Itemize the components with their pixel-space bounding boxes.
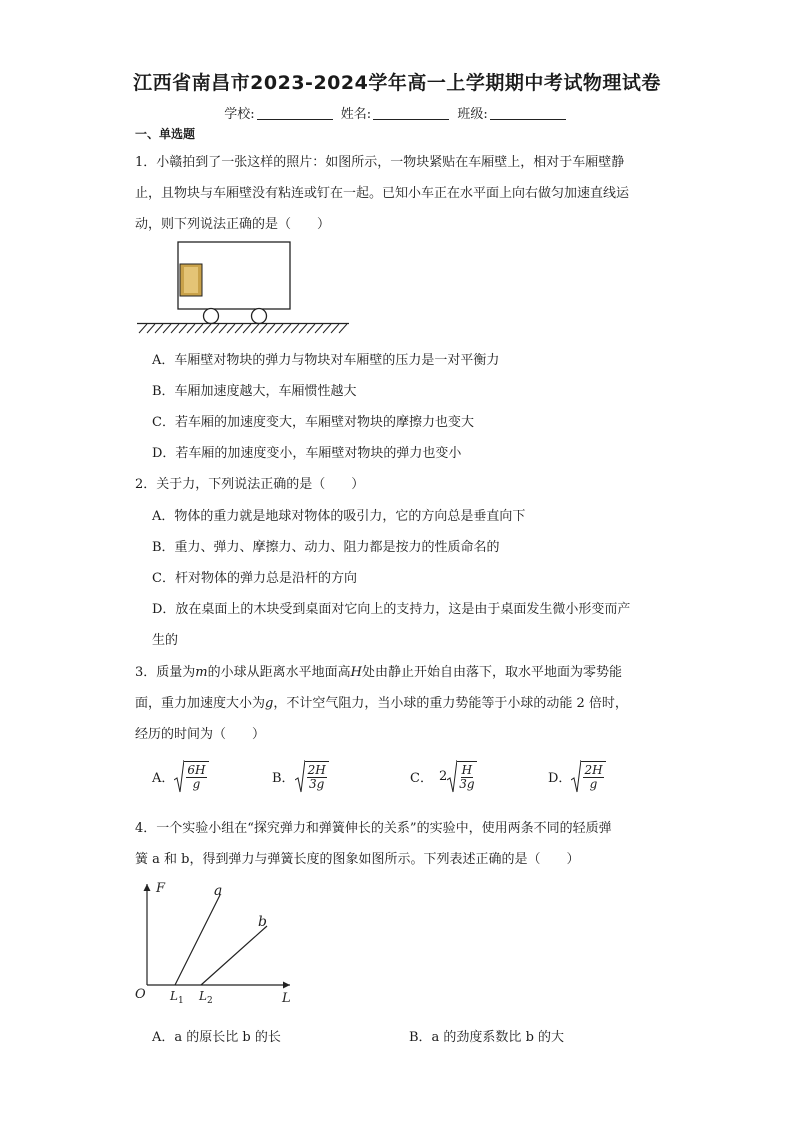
q2-option-a[interactable]: A．物体的重力就是地球对物体的吸引力，它的方向总是垂直向下	[152, 509, 526, 524]
student-info-row	[0, 103, 794, 122]
q1-stem-line1: 1．小赣拍到了一张这样的照片：如图所示，一物块紧贴在车厢壁上，相对于车厢壁静	[135, 155, 625, 170]
q3-option-a[interactable]	[152, 759, 209, 793]
class-label: 班级:	[457, 107, 488, 122]
q1-stem-line3: 动，则下列说法正确的是（ ）	[135, 217, 331, 232]
option-label: B．	[272, 770, 295, 786]
frac-numerator: H	[461, 763, 473, 777]
name-label: 姓名:	[340, 107, 372, 122]
cart-wheel-right	[252, 309, 267, 324]
q4-option-b[interactable]: B．a 的劲度系数比 b 的大	[409, 1030, 565, 1045]
q4-stem-line1: 4．一个实验小组在“探究弹力和弹簧伸长的关系”的实验中，使用两条不同的轻质弹	[135, 821, 612, 836]
section-heading: 一、单选题	[135, 127, 196, 141]
line-a	[175, 895, 220, 985]
q3-var-g: g	[265, 696, 274, 711]
name-blank[interactable]	[373, 107, 449, 120]
x-axis-label: L	[282, 991, 291, 1006]
tick-l1: $L_1$	[170, 989, 184, 1006]
frac-denominator: g	[589, 777, 598, 791]
q3-text: ，不计空气阻力，当小球的重力势能等于小球的动能 2 倍时，	[273, 696, 628, 711]
exam-title: 江西省南昌市2023-2024学年高一上学期期中考试物理试卷	[133, 72, 661, 94]
y-axis-label: F	[156, 881, 166, 896]
q4-spring-graph	[130, 878, 305, 1006]
q3-text: 面，重力加速度大小为	[135, 696, 266, 711]
option-coef: 2	[438, 768, 448, 784]
q3-stem-line1	[135, 661, 622, 680]
frac-denominator: 3g	[459, 777, 475, 791]
option-label: C．	[410, 770, 433, 786]
q2-option-b[interactable]: B．重力、弹力、摩擦力、动力、阻力都是按力的性质命名的	[152, 540, 500, 555]
q2-option-d-continued: 生的	[152, 633, 179, 648]
option-label: D．	[548, 770, 572, 786]
sqrt-expression	[447, 759, 476, 793]
frac-denominator: 3g	[308, 777, 325, 791]
q1-cart-figure	[135, 238, 355, 336]
q2-stem: 2．关于力，下列说法正确的是（ ）	[135, 477, 365, 492]
frac-numerator: 2H	[307, 763, 326, 777]
q3-var-h: H	[350, 665, 362, 680]
cart-wheel-left	[204, 309, 219, 324]
frac-numerator: 6H	[187, 763, 206, 777]
school-blank[interactable]	[257, 107, 333, 120]
q3-option-d[interactable]	[548, 759, 606, 793]
q4-stem-line2: 簧 a 和 b，得到弹力与弹簧长度的图象如图所示。下列表述正确的是（ ）	[135, 852, 580, 867]
line-b-label: b	[258, 914, 267, 930]
q3-var-m: m	[195, 665, 208, 680]
q3-text: 的小球从距离水平地面高	[207, 665, 351, 680]
sqrt-expression	[174, 759, 208, 793]
sqrt-expression	[295, 759, 329, 793]
frac-denominator: g	[192, 777, 201, 791]
sqrt-expression	[571, 759, 605, 793]
line-b	[201, 926, 267, 985]
frac-numerator: 2H	[584, 763, 603, 777]
school-label: 学校:	[224, 107, 255, 122]
q2-option-d[interactable]: D．放在桌面上的木块受到桌面对它向上的支持力，这是由于桌面发生微小形变而产	[152, 602, 631, 617]
q3-stem-line2	[135, 692, 628, 711]
q4-option-a[interactable]: A．a 的原长比 b 的长	[152, 1030, 281, 1045]
ground-hatching	[139, 324, 347, 333]
tick-l2: $L_2$	[199, 989, 213, 1006]
q3-text: 处由静止开始自由落下，取水平地面为零势能	[361, 665, 622, 680]
q1-option-c[interactable]: C．若车厢的加速度变大，车厢壁对物块的摩擦力也变大	[152, 415, 474, 430]
q2-option-c[interactable]: C．杆对物体的弹力总是沿杆的方向	[152, 571, 357, 586]
q3-stem-line3: 经历的时间为（ ）	[135, 727, 266, 742]
origin-label: O	[135, 987, 146, 1002]
q1-option-d[interactable]: D．若车厢的加速度变小，车厢壁对物块的弹力也变小	[152, 446, 462, 461]
line-a-label: a	[214, 883, 223, 899]
q1-stem-line2: 止，且物块与车厢壁没有粘连或钉在一起。已知小车正在水平面上向右做匀加速直线运	[135, 186, 630, 201]
class-blank[interactable]	[490, 107, 566, 120]
q1-option-a[interactable]: A．车厢壁对物块的弹力与物块对车厢壁的压力是一对平衡力	[152, 353, 500, 368]
q3-option-c[interactable]	[410, 759, 477, 793]
q3-option-b[interactable]	[272, 759, 329, 793]
q3-text: 3．质量为	[135, 665, 196, 680]
q1-option-b[interactable]: B．车厢加速度越大，车厢惯性越大	[152, 384, 357, 399]
option-label: A．	[152, 770, 175, 786]
